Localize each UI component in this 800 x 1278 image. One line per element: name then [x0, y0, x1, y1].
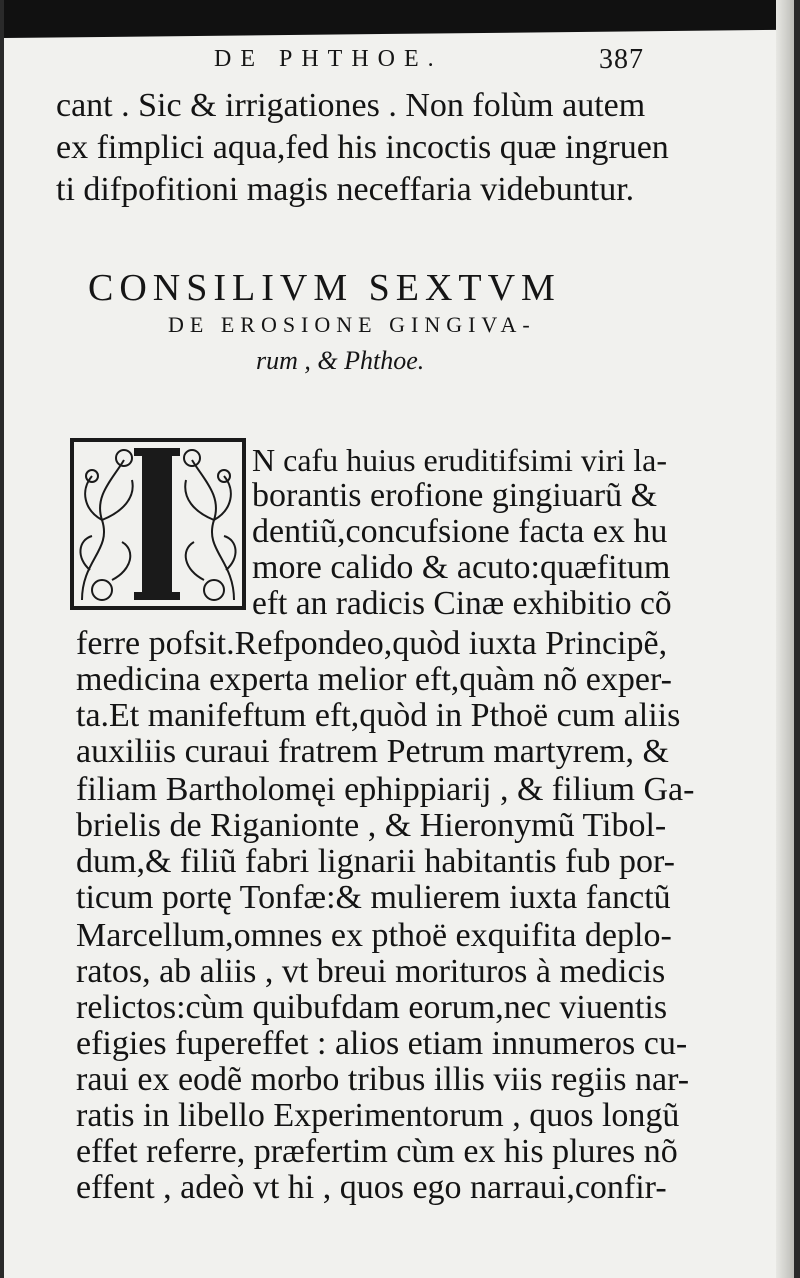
scan-top-edge: [4, 0, 794, 38]
section-subtitle: DE EROSIONE GINGIVA-: [168, 312, 536, 337]
running-head-title: DE PHTHOE.: [214, 46, 443, 72]
decorated-initial: [70, 438, 246, 610]
text-line: relictos:cùm quibufdam eorum,nec viuentis: [76, 989, 668, 1026]
text-line: auxiliis curaui fratrem Petrum martyrem, &: [76, 733, 669, 770]
text-line: ferre pofsit.Refpondeo,quòd iuxta Principẽ,: [76, 625, 668, 662]
text-line: ratis in libello Experimentorum , quos longũ: [76, 1097, 680, 1134]
text-line: ex fimplici aqua,fed his incoctis quæ ingruen: [56, 129, 669, 166]
text-line: cant . Sic & irrigationes . Non folùm autem: [56, 87, 646, 124]
text-line: Marcellum,omnes ex pthoë exquifita deplo-: [76, 917, 672, 954]
book-page: [4, 0, 794, 1278]
section-title: CONSILIVM SEXTVM: [88, 267, 561, 309]
page-number: 387: [599, 44, 644, 75]
text-line: eft an radicis Cinæ exhibitio cõ: [252, 585, 672, 622]
text-line: dentiũ,concufsione facta ex hu: [252, 513, 668, 550]
text-line: borantis erofione gingiuarũ &: [252, 477, 658, 514]
text-line: efigies fupereffet : alios etiam innumeros cu-: [76, 1025, 688, 1062]
text-line: brielis de Riganionte , & Hieronymũ Tibol-: [76, 807, 667, 844]
text-line: ta.Et manifeftum eft,quòd in Pthoë cum aliis: [76, 697, 681, 734]
text-line: effent , adeò vt hi , quos ego narraui,confir-: [76, 1169, 667, 1206]
text-line: ticum portę Tonfæ:& mulierem iuxta fanctũ: [76, 879, 671, 916]
text-line: N cafu huius eruditifsimi viri la-: [252, 442, 668, 478]
text-line: dum,& filiũ fabri lignarii habitantis fub por-: [76, 843, 675, 880]
floral-initial-icon: [72, 440, 244, 608]
text-line: ti difpofitioni magis neceffaria videbuntur.: [56, 171, 635, 208]
running-head: [214, 46, 644, 86]
text-line: filiam Bartholomęi ephippiarij , & filium Ga-: [76, 771, 695, 808]
scan-right-edge: [776, 0, 794, 1278]
text-line: effet referre, præfertim cùm ex his plures nõ: [76, 1133, 678, 1170]
text-line: raui ex eodẽ morbo tribus illis viis regiis nar-: [76, 1061, 690, 1098]
text-line: medicina experta melior eft,quàm nõ exper-: [76, 661, 672, 698]
text-line: ratos, ab aliis , vt breui morituros à medicis: [76, 953, 666, 990]
section-subtitle-continued: rum , & Phthoe.: [256, 346, 425, 375]
text-line: more calido & acuto:quæfitum: [252, 549, 671, 586]
